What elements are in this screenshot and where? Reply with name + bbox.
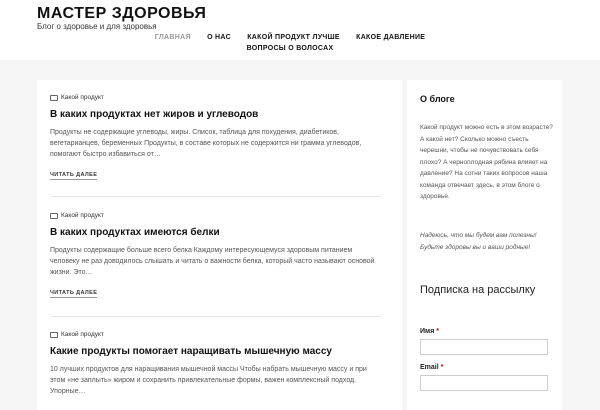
post-item: [50, 94, 380, 181]
post-category[interactable]: [50, 331, 380, 338]
about-widget-text: Какой продукт можно есть в этом возрасте? А какой нет? Сколько можно съесть черешни, чтобы не почувствовать себя плохо? А черноплодная рябина влияет на давление? На сотни таких вопросов наша команда отвечает здесь, в этом блоге о здоровье.: [420, 124, 553, 200]
folder-icon: [50, 213, 58, 219]
nav-row-1: [125, 32, 455, 43]
wish-line-1: Надеюсь, что мы будем вам полезны!: [420, 232, 537, 239]
nav-item-best-product[interactable]: КАКОЙ ПРОДУКТ ЛУЧШЕ: [247, 34, 340, 41]
name-field-label: Имя *: [420, 328, 439, 335]
post-category[interactable]: [50, 94, 380, 101]
about-widget-wishes: [420, 230, 560, 253]
post-title[interactable]: Какие продукты помогает наращивать мышечную массу: [50, 346, 332, 357]
category-label[interactable]: Какой продукт: [61, 212, 104, 219]
required-mark: *: [436, 328, 439, 335]
folder-icon: [50, 332, 58, 338]
nav-item-home[interactable]: ГЛАВНАЯ: [154, 34, 191, 41]
nav-item-pressure[interactable]: КАКОЕ ДАВЛЕНИЕ: [356, 34, 426, 41]
post-excerpt: 10 лучших продуктов для наращивания мышечной массы Чтобы набрать мышечную массу и при этом «не заплыть» жиром и сохранить привлекательные формы, важен комплексный подход. Упорные…: [50, 366, 367, 395]
post-item: [50, 212, 380, 299]
category-label[interactable]: Какой продукт: [61, 331, 104, 338]
email-field[interactable]: [420, 375, 548, 391]
folder-icon: [50, 95, 58, 101]
nav-row-2: [125, 43, 455, 54]
read-more-link[interactable]: ЧИТАТЬ ДАЛЕЕ: [50, 172, 98, 178]
post-excerpt: Продукты содержащие больше всего белка Каждому интересующемуся здоровым питанием человеку не раз доводилось слышать и читать о важности белка, который часто называют основой жизни. Это…: [50, 247, 375, 276]
nav-item-about[interactable]: О НАС: [207, 34, 231, 41]
category-label[interactable]: Какой продукт: [61, 94, 104, 101]
wish-line-2: Будьте здоровы вы и ваши родные!: [420, 243, 531, 251]
post-divider: [50, 196, 380, 197]
required-mark: *: [440, 364, 444, 371]
post-divider: [50, 316, 380, 317]
email-field-label: Email *: [420, 364, 444, 371]
nav-item-hair[interactable]: ВОПРОСЫ О ВОЛОСАХ: [246, 45, 334, 52]
main-nav: [125, 32, 455, 54]
posts-list: [37, 80, 403, 410]
sidebar: [407, 80, 562, 410]
name-field[interactable]: [420, 339, 548, 355]
post-excerpt: Продукты не содержащие углеводы, жиры. Список, таблица для похудения, диабетиков, вегетарианцев, беременных Продукты, в составе которых не содержится ни грамма углеводов, помогают быстро избавиться от…: [50, 129, 362, 158]
post-category[interactable]: [50, 212, 380, 219]
post-title[interactable]: В каких продуктах имеются белки: [50, 227, 220, 238]
site-title[interactable]: МАСТЕР ЗДОРОВЬЯ: [37, 5, 207, 22]
post-item: [50, 331, 380, 397]
about-widget-title: О блоге: [420, 94, 455, 104]
read-more-link[interactable]: ЧИТАТЬ ДАЛЕЕ: [50, 290, 98, 296]
site-tagline: Блог о здоровье и для здоровья: [37, 22, 157, 31]
subscribe-widget-title: Подписка на рассылку: [420, 284, 536, 296]
post-title[interactable]: В каких продуктах нет жиров и углеводов: [50, 109, 259, 120]
site-header: [0, 0, 600, 60]
